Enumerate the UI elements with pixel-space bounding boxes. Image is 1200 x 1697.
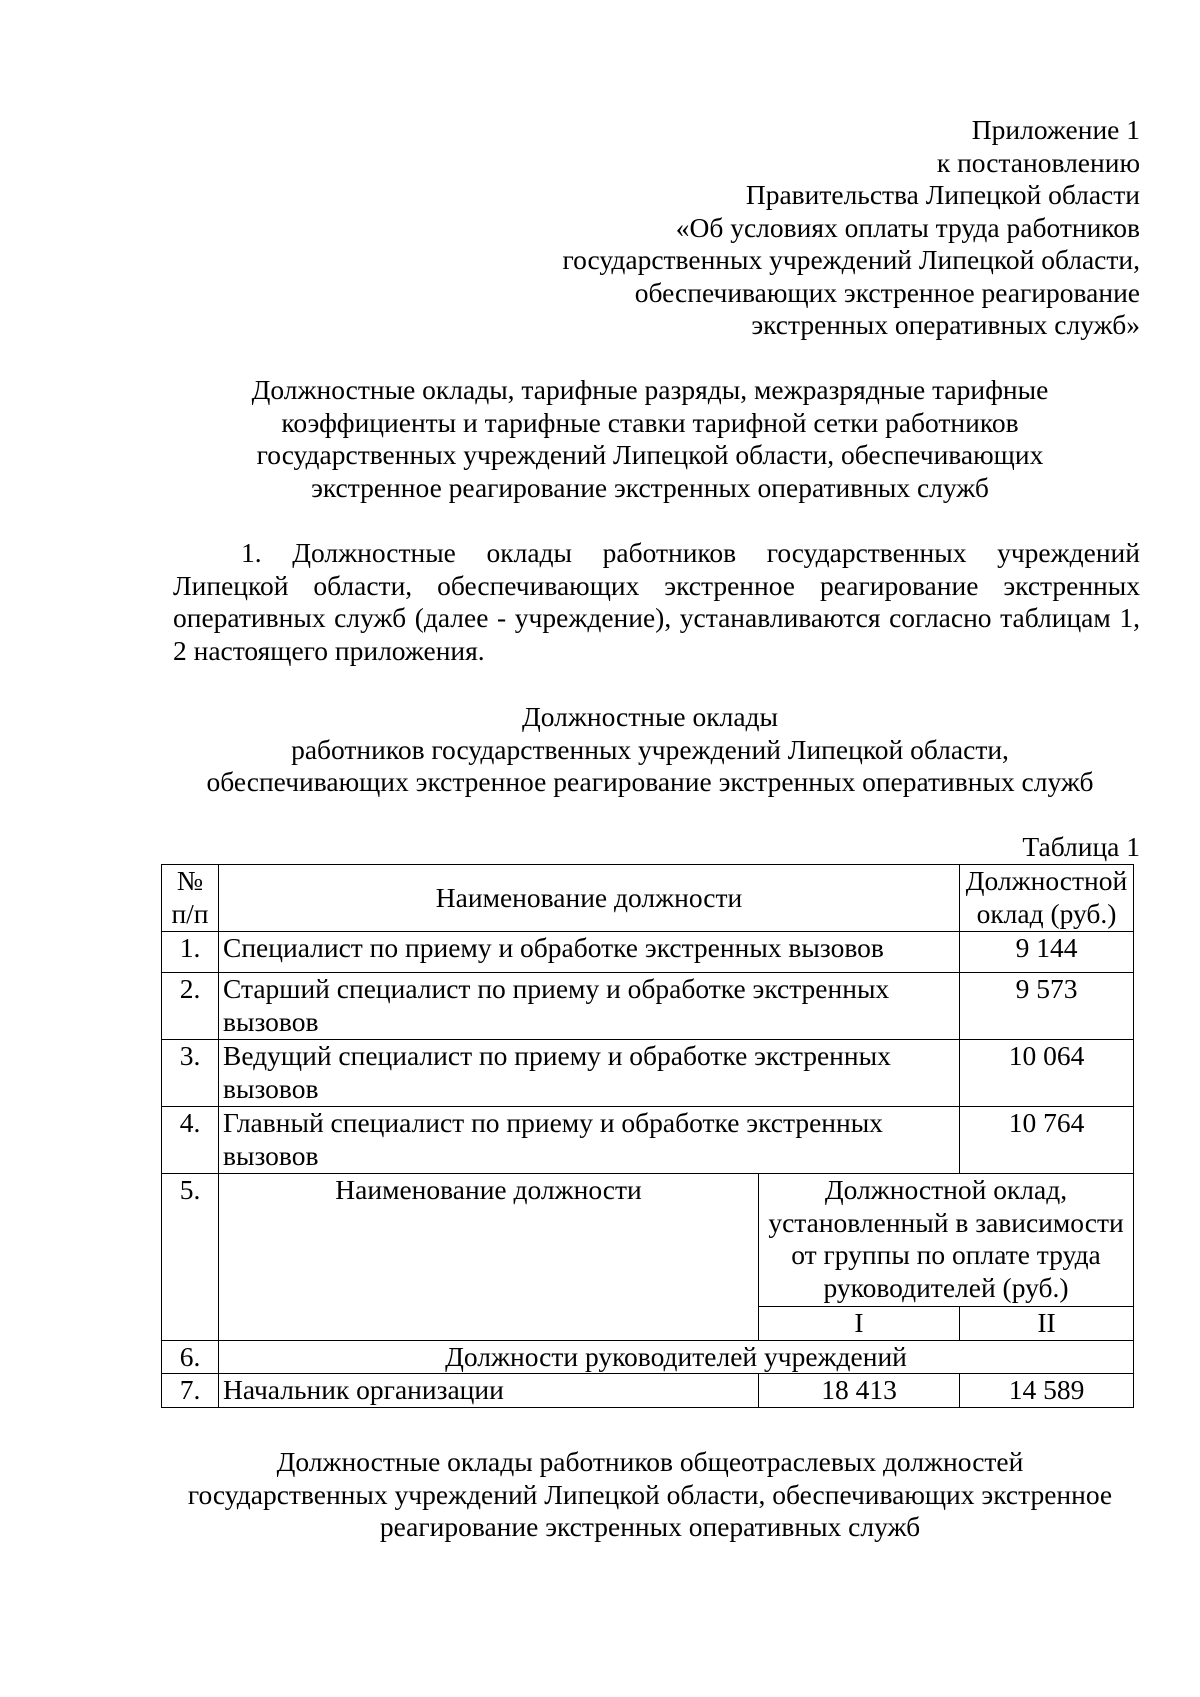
subheader-name-cell: Наименование должности bbox=[219, 1174, 759, 1341]
table-row bbox=[162, 1040, 1134, 1107]
row-salary: 9 144 bbox=[960, 932, 1134, 973]
table-row bbox=[162, 1107, 1134, 1174]
main-title-line: экстренное реагирование экстренных оперативных служб bbox=[311, 471, 989, 503]
appendix-line: Приложение 1 bbox=[971, 114, 1140, 145]
row-num: 4. bbox=[162, 1107, 219, 1174]
row-name: Специалист по приему и обработке экстренных вызовов bbox=[219, 932, 960, 973]
row-num: 6. bbox=[162, 1340, 219, 1374]
main-title bbox=[160, 374, 1140, 504]
table-header-row bbox=[162, 865, 1134, 932]
row-num: 1. bbox=[162, 932, 219, 973]
table-row bbox=[162, 1174, 1134, 1307]
table2-title-line: реагирование экстренных оперативных служб bbox=[379, 1511, 921, 1542]
row-name: Начальник организации bbox=[219, 1374, 759, 1408]
table-row bbox=[162, 1374, 1134, 1408]
row-num: 2. bbox=[162, 973, 219, 1040]
header-salary-line: Должностной bbox=[965, 865, 1128, 896]
table-row bbox=[162, 973, 1134, 1040]
appendix-line: к постановлению bbox=[936, 146, 1140, 178]
appendix-line: экстренных оперативных служб» bbox=[751, 309, 1140, 340]
row-name: Главный специалист по приему и обработке экстренных вызовов bbox=[219, 1107, 960, 1174]
table2-title-line: Должностные оклады работников общеотраслевых должностей bbox=[276, 1446, 1024, 1477]
appendix-line: государственных учреждений Липецкой области, bbox=[562, 244, 1140, 275]
row-num: 5. bbox=[162, 1174, 219, 1341]
header-num-line: № bbox=[176, 865, 204, 896]
table2-title-line: государственных учреждений Липецкой области, обеспечивающих экстренное bbox=[187, 1478, 1113, 1510]
row-salary: 9 573 bbox=[960, 973, 1134, 1040]
row-salary: 10 764 bbox=[960, 1107, 1134, 1174]
appendix-line: обеспечивающих экстренное реагирование bbox=[634, 276, 1140, 308]
table1-title-line: обеспечивающих экстренное реагирование экстренных оперативных служб bbox=[206, 766, 1094, 797]
table-row bbox=[162, 1340, 1134, 1374]
row-name: Ведущий специалист по приему и обработке экстренных вызовов bbox=[219, 1040, 960, 1107]
header-num-cell bbox=[162, 865, 219, 932]
main-title-line: Должностные оклады, тарифные разряды, межразрядные тарифные bbox=[251, 374, 1049, 405]
row-salary-group-2: 14 589 bbox=[960, 1374, 1134, 1408]
table-row bbox=[162, 932, 1134, 973]
row-num: 3. bbox=[162, 1040, 219, 1107]
table1-title bbox=[160, 701, 1140, 799]
row-salary: 10 064 bbox=[960, 1040, 1134, 1107]
group-1-header: I bbox=[759, 1307, 960, 1341]
header-salary-cell bbox=[960, 865, 1134, 932]
table2-title bbox=[160, 1446, 1140, 1544]
section-heading-cell: Должности руководителей учреждений bbox=[219, 1340, 1134, 1374]
main-title-line: государственных учреждений Липецкой области, обеспечивающих bbox=[256, 439, 1044, 470]
appendix-line: «Об условиях оплаты труда работников bbox=[675, 211, 1140, 243]
salary-table bbox=[161, 864, 1134, 1408]
table1-title-line: Должностные оклады bbox=[521, 701, 779, 732]
group-2-header: II bbox=[960, 1307, 1134, 1341]
row-salary-group-1: 18 413 bbox=[759, 1374, 960, 1408]
main-title-line: коэффициенты и тарифные ставки тарифной сетки работников bbox=[281, 406, 1019, 438]
row-name: Старший специалист по приему и обработке экстренных вызовов bbox=[219, 973, 960, 1040]
paragraph-1: 1. Должностные оклады работников государственных учреждений Липецкой области, обеспечивающих экстренное реагирование экстренных оперативных служб (далее - учреждение), устанавливаются согласно таблицам 1, 2 настоящего приложения. bbox=[173, 537, 1140, 666]
header-num-line: п/п bbox=[171, 897, 209, 929]
table1-caption: Таблица 1 bbox=[1022, 831, 1140, 862]
header-name-cell: Наименование должности bbox=[219, 865, 960, 932]
appendix-line: Правительства Липецкой области bbox=[745, 179, 1140, 210]
appendix-header bbox=[480, 114, 1140, 342]
header-salary-line: оклад (руб.) bbox=[976, 897, 1117, 929]
table1-title-line: работников государственных учреждений Липецкой области, bbox=[291, 733, 1009, 765]
subheader-salary-cell: Должностной оклад, установленный в зависимости от группы по оплате труда руководителей (руб.) bbox=[759, 1174, 1134, 1307]
row-num: 7. bbox=[162, 1374, 219, 1408]
